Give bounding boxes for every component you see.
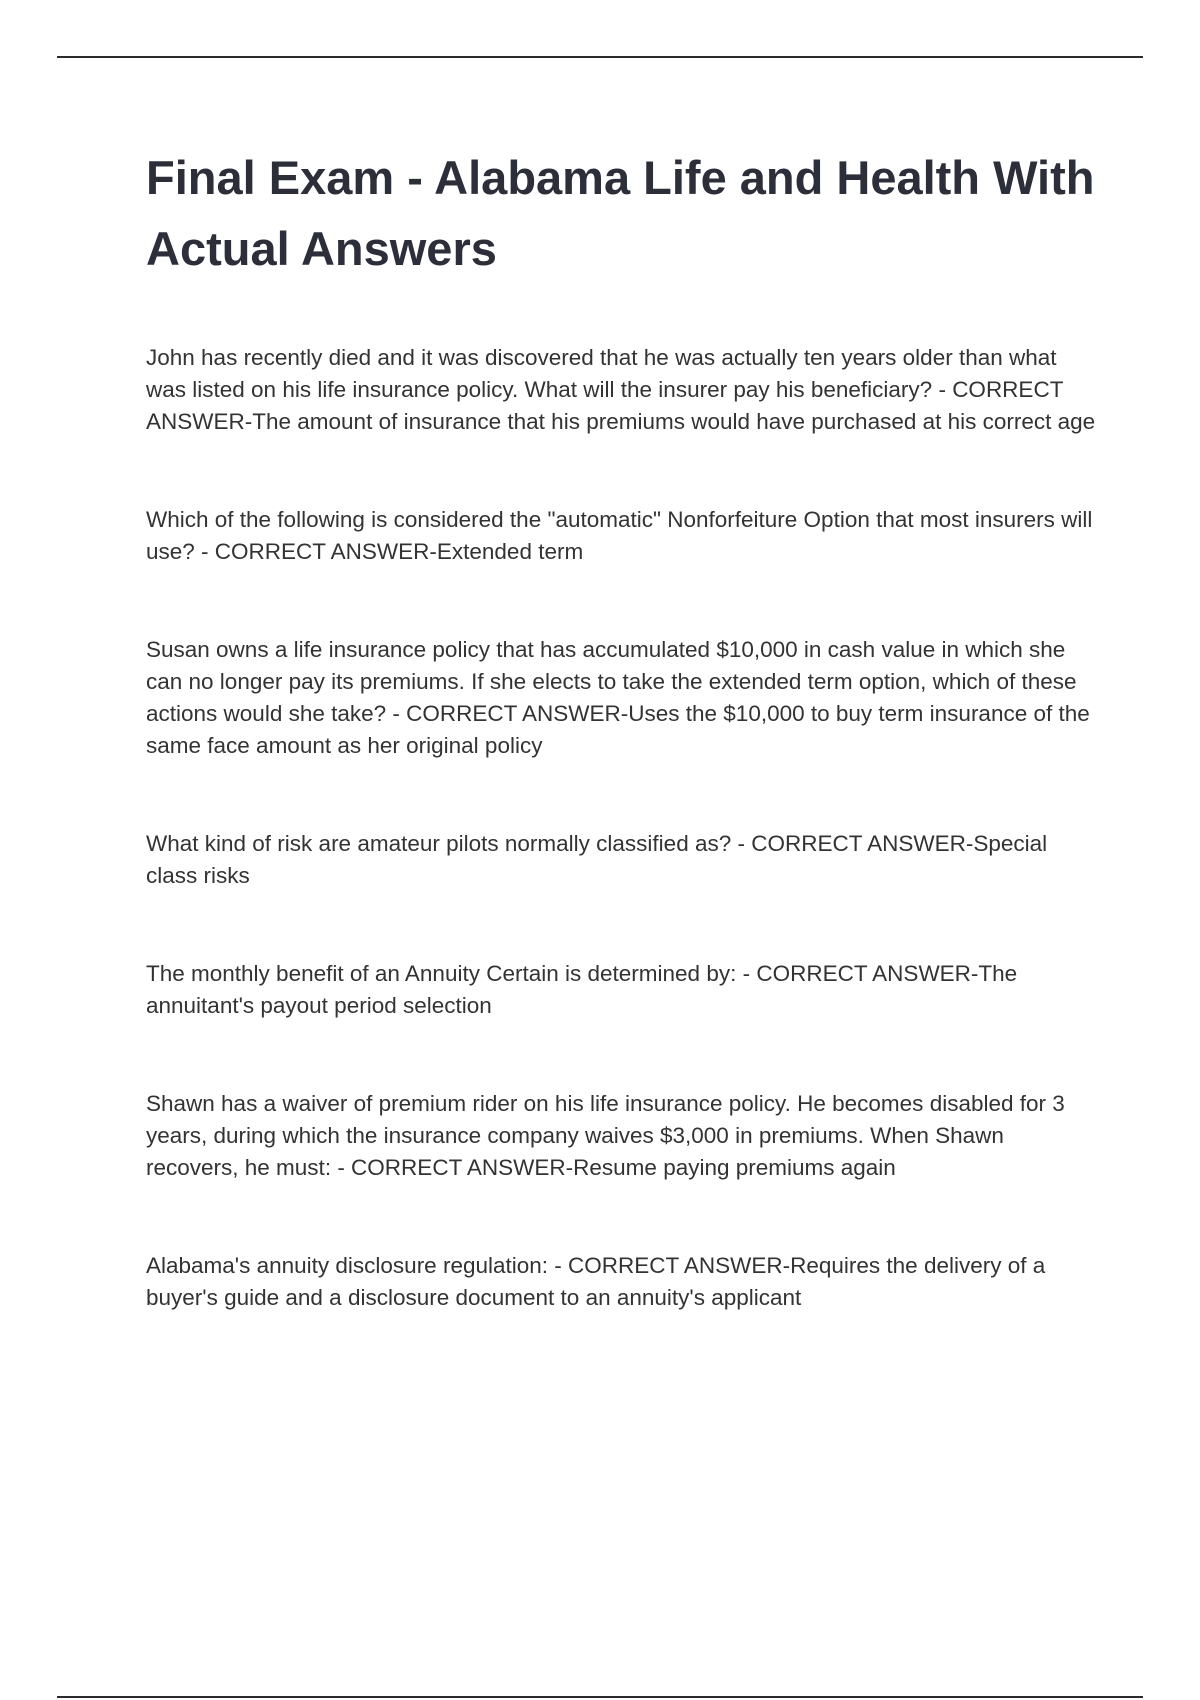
document-body <box>146 142 1096 1380</box>
qa-item: The monthly benefit of an Annuity Certain is determined by: - CORRECT ANSWER-The annuitant's payout period selection <box>146 961 1018 1018</box>
bottom-divider <box>57 1696 1143 1698</box>
qa-item: John has recently died and it was discovered that he was actually ten years older than what was listed on his life insurance policy. What will the insurer pay his beneficiary? - CORRECT ANSWER-The amount of insurance that his premiums would have purchased at his correct age <box>146 345 1096 434</box>
qa-item: Alabama's annuity disclosure regulation: - CORRECT ANSWER-Requires the delivery of a buyer's guide and a disclosure document to an annuity's applicant <box>146 1253 1046 1310</box>
top-divider <box>57 56 1143 58</box>
qa-list <box>146 342 1096 1314</box>
qa-item: Which of the following is considered the "automatic" Nonforfeiture Option that most insurers will use? - CORRECT ANSWER-Extended term <box>146 507 1093 564</box>
document-title: Final Exam - Alabama Life and Health With Actual Answers <box>146 151 1095 275</box>
qa-item: Susan owns a life insurance policy that has accumulated $10,000 in cash value in which she can no longer pay its premiums. If she elects to take the extended term option, which of these actions would she take? - CORRECT ANSWER-Uses the $10,000 to buy term insurance of the same face amount as her original policy <box>146 637 1090 758</box>
qa-item: What kind of risk are amateur pilots normally classified as? - CORRECT ANSWER-Special class risks <box>146 831 1048 888</box>
qa-item: Shawn has a waiver of premium rider on his life insurance policy. He becomes disabled for 3 years, during which the insurance company waives $3,000 in premiums. When Shawn recovers, he must: - CORRECT ANSWER-Resume paying premiums again <box>146 1091 1065 1180</box>
